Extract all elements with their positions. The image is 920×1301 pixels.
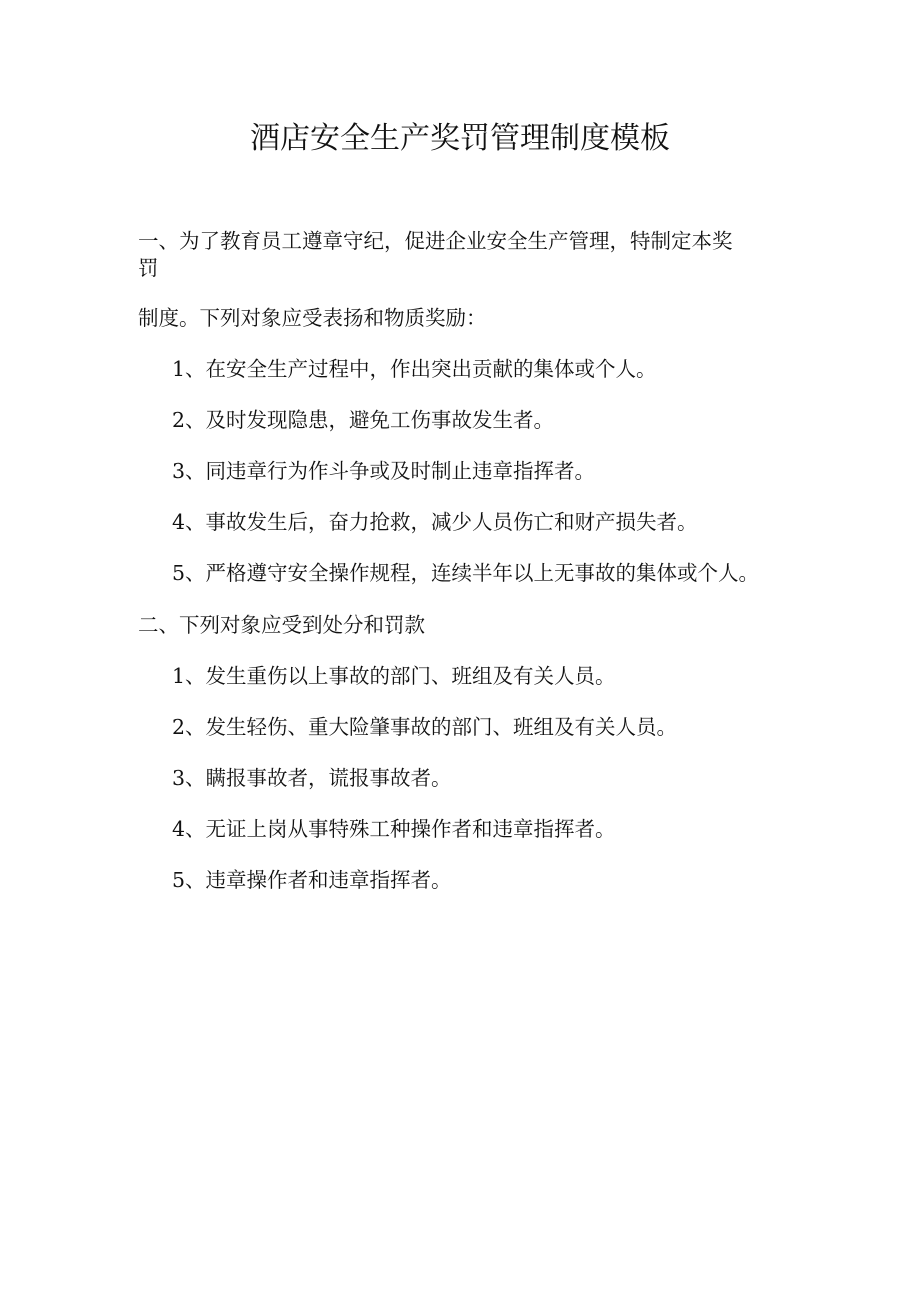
section1-item-3: 3、同违章行为作斗争或及时制止违章指挥者。: [172, 459, 596, 483]
section1-heading-line3: 制度。下列对象应受表扬和物质奖励：: [138, 306, 487, 330]
section2-item-3: 3、瞒报事故者，谎报事故者。: [172, 766, 452, 790]
section2-item-5: 5、违章操作者和违章指挥者。: [172, 868, 452, 892]
document-title: 酒店安全生产奖罚管理制度模板: [250, 121, 670, 156]
section1-heading-line2: 罚: [138, 256, 159, 280]
section1-heading-line1: 一、为了教育员工遵章守纪，促进企业安全生产管理，特制定本奖: [138, 229, 733, 253]
section2-heading: 二、下列对象应受到处分和罚款: [138, 613, 425, 637]
section2-item-1: 1、发生重伤以上事故的部门、班组及有关人员。: [172, 664, 616, 688]
section1-item-4: 4、事故发生后，奋力抢救，减少人员伤亡和财产损失者。: [172, 510, 698, 534]
section1-item-2: 2、及时发现隐患，避免工伤事故发生者。: [172, 408, 555, 432]
section2-item-2: 2、发生轻伤、重大险肇事故的部门、班组及有关人员。: [172, 715, 678, 739]
section1-item-1: 1、在安全生产过程中，作出突出贡献的集体或个人。: [172, 357, 657, 381]
section2-item-4: 4、无证上岗从事特殊工种操作者和违章指挥者。: [172, 817, 616, 841]
section1-item-5: 5、严格遵守安全操作规程，连续半年以上无事故的集体或个人。: [172, 561, 760, 585]
